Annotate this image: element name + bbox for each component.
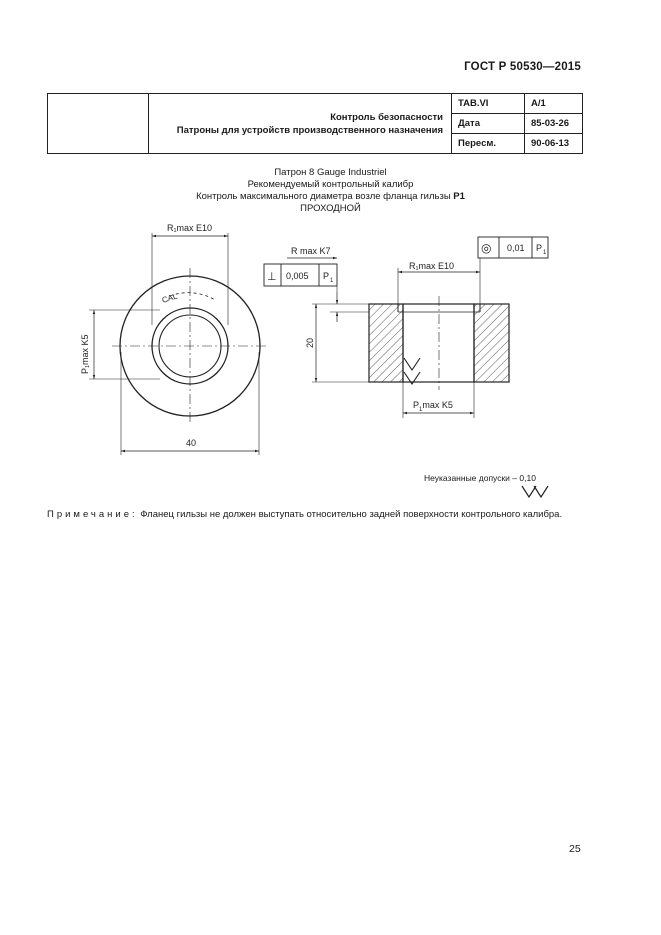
bore-outline xyxy=(403,304,474,382)
header-value-tab: A/1 xyxy=(525,94,583,114)
note-paragraph xyxy=(47,507,583,522)
finish-symbol-section xyxy=(404,358,420,384)
note-text: Фланец гильзы не должен выступать относительно задней поверхности контрольного калибра. xyxy=(137,509,563,520)
finish-symbol-tolerance xyxy=(522,486,548,497)
header-key-tab: TAB.VI xyxy=(452,94,525,114)
p1-section-dim-main: P xyxy=(413,400,420,410)
width-dim-label: 40 xyxy=(186,438,197,448)
caption-line3-text: Контроль максимального диаметра возле фланца гильзы xyxy=(196,191,454,202)
perp-symbol: ⊥ xyxy=(267,271,277,283)
conc-symbol: ◎ xyxy=(481,241,492,255)
caption-line2: Рекомендуемый контрольный калибр xyxy=(247,179,414,190)
perp-value: 0,005 xyxy=(286,271,309,281)
caption-line3-bold: P1 xyxy=(453,191,465,202)
right-hatch-area xyxy=(474,304,509,382)
left-hatch-area xyxy=(369,304,403,382)
header-key-revised: Пересм. xyxy=(452,134,525,154)
perp-datum: P xyxy=(323,271,330,281)
height-dim-label: 20 xyxy=(305,337,315,348)
header-value-date: 85-03-26 xyxy=(525,114,583,134)
section-view xyxy=(264,237,548,418)
conc-value: 0,01 xyxy=(507,243,525,253)
conc-datum: P xyxy=(536,243,543,253)
header-title-line1: Контроль безопасности xyxy=(330,111,443,123)
note-label: Примечание: xyxy=(47,509,138,520)
perp-datum-sub: 1 xyxy=(330,278,334,284)
r1-section-dim-label: R₁max E10 xyxy=(409,261,455,271)
header-key-date: Дата xyxy=(452,114,525,134)
caption-line4: ПРОХОДНОЙ xyxy=(300,203,361,214)
header-value-revised: 90-06-13 xyxy=(525,134,583,154)
r-dim-label: R max K7 xyxy=(291,246,331,256)
header-title-line2: Патроны для устройств производственного назначения xyxy=(176,124,443,136)
p1-dim-label: P₁max K5 xyxy=(80,334,90,374)
r1-dim-label: R₁max E10 xyxy=(167,223,213,233)
tolerance-note: Неуказанные допуски – 0,10 xyxy=(424,473,536,483)
p1-section-dim-rest: max K5 xyxy=(422,400,453,410)
caption-line1: Патрон 8 Gauge Industriel xyxy=(274,167,387,178)
page-number: 25 xyxy=(569,843,581,855)
conc-datum-sub: 1 xyxy=(543,250,547,256)
cal-label: CAL xyxy=(160,291,179,305)
front-view xyxy=(89,233,268,455)
p1-section-dim-sub: 1 xyxy=(419,407,423,413)
standard-number: ГОСТ Р 50530—2015 xyxy=(464,61,581,73)
p1-section-dim-label xyxy=(413,400,453,413)
